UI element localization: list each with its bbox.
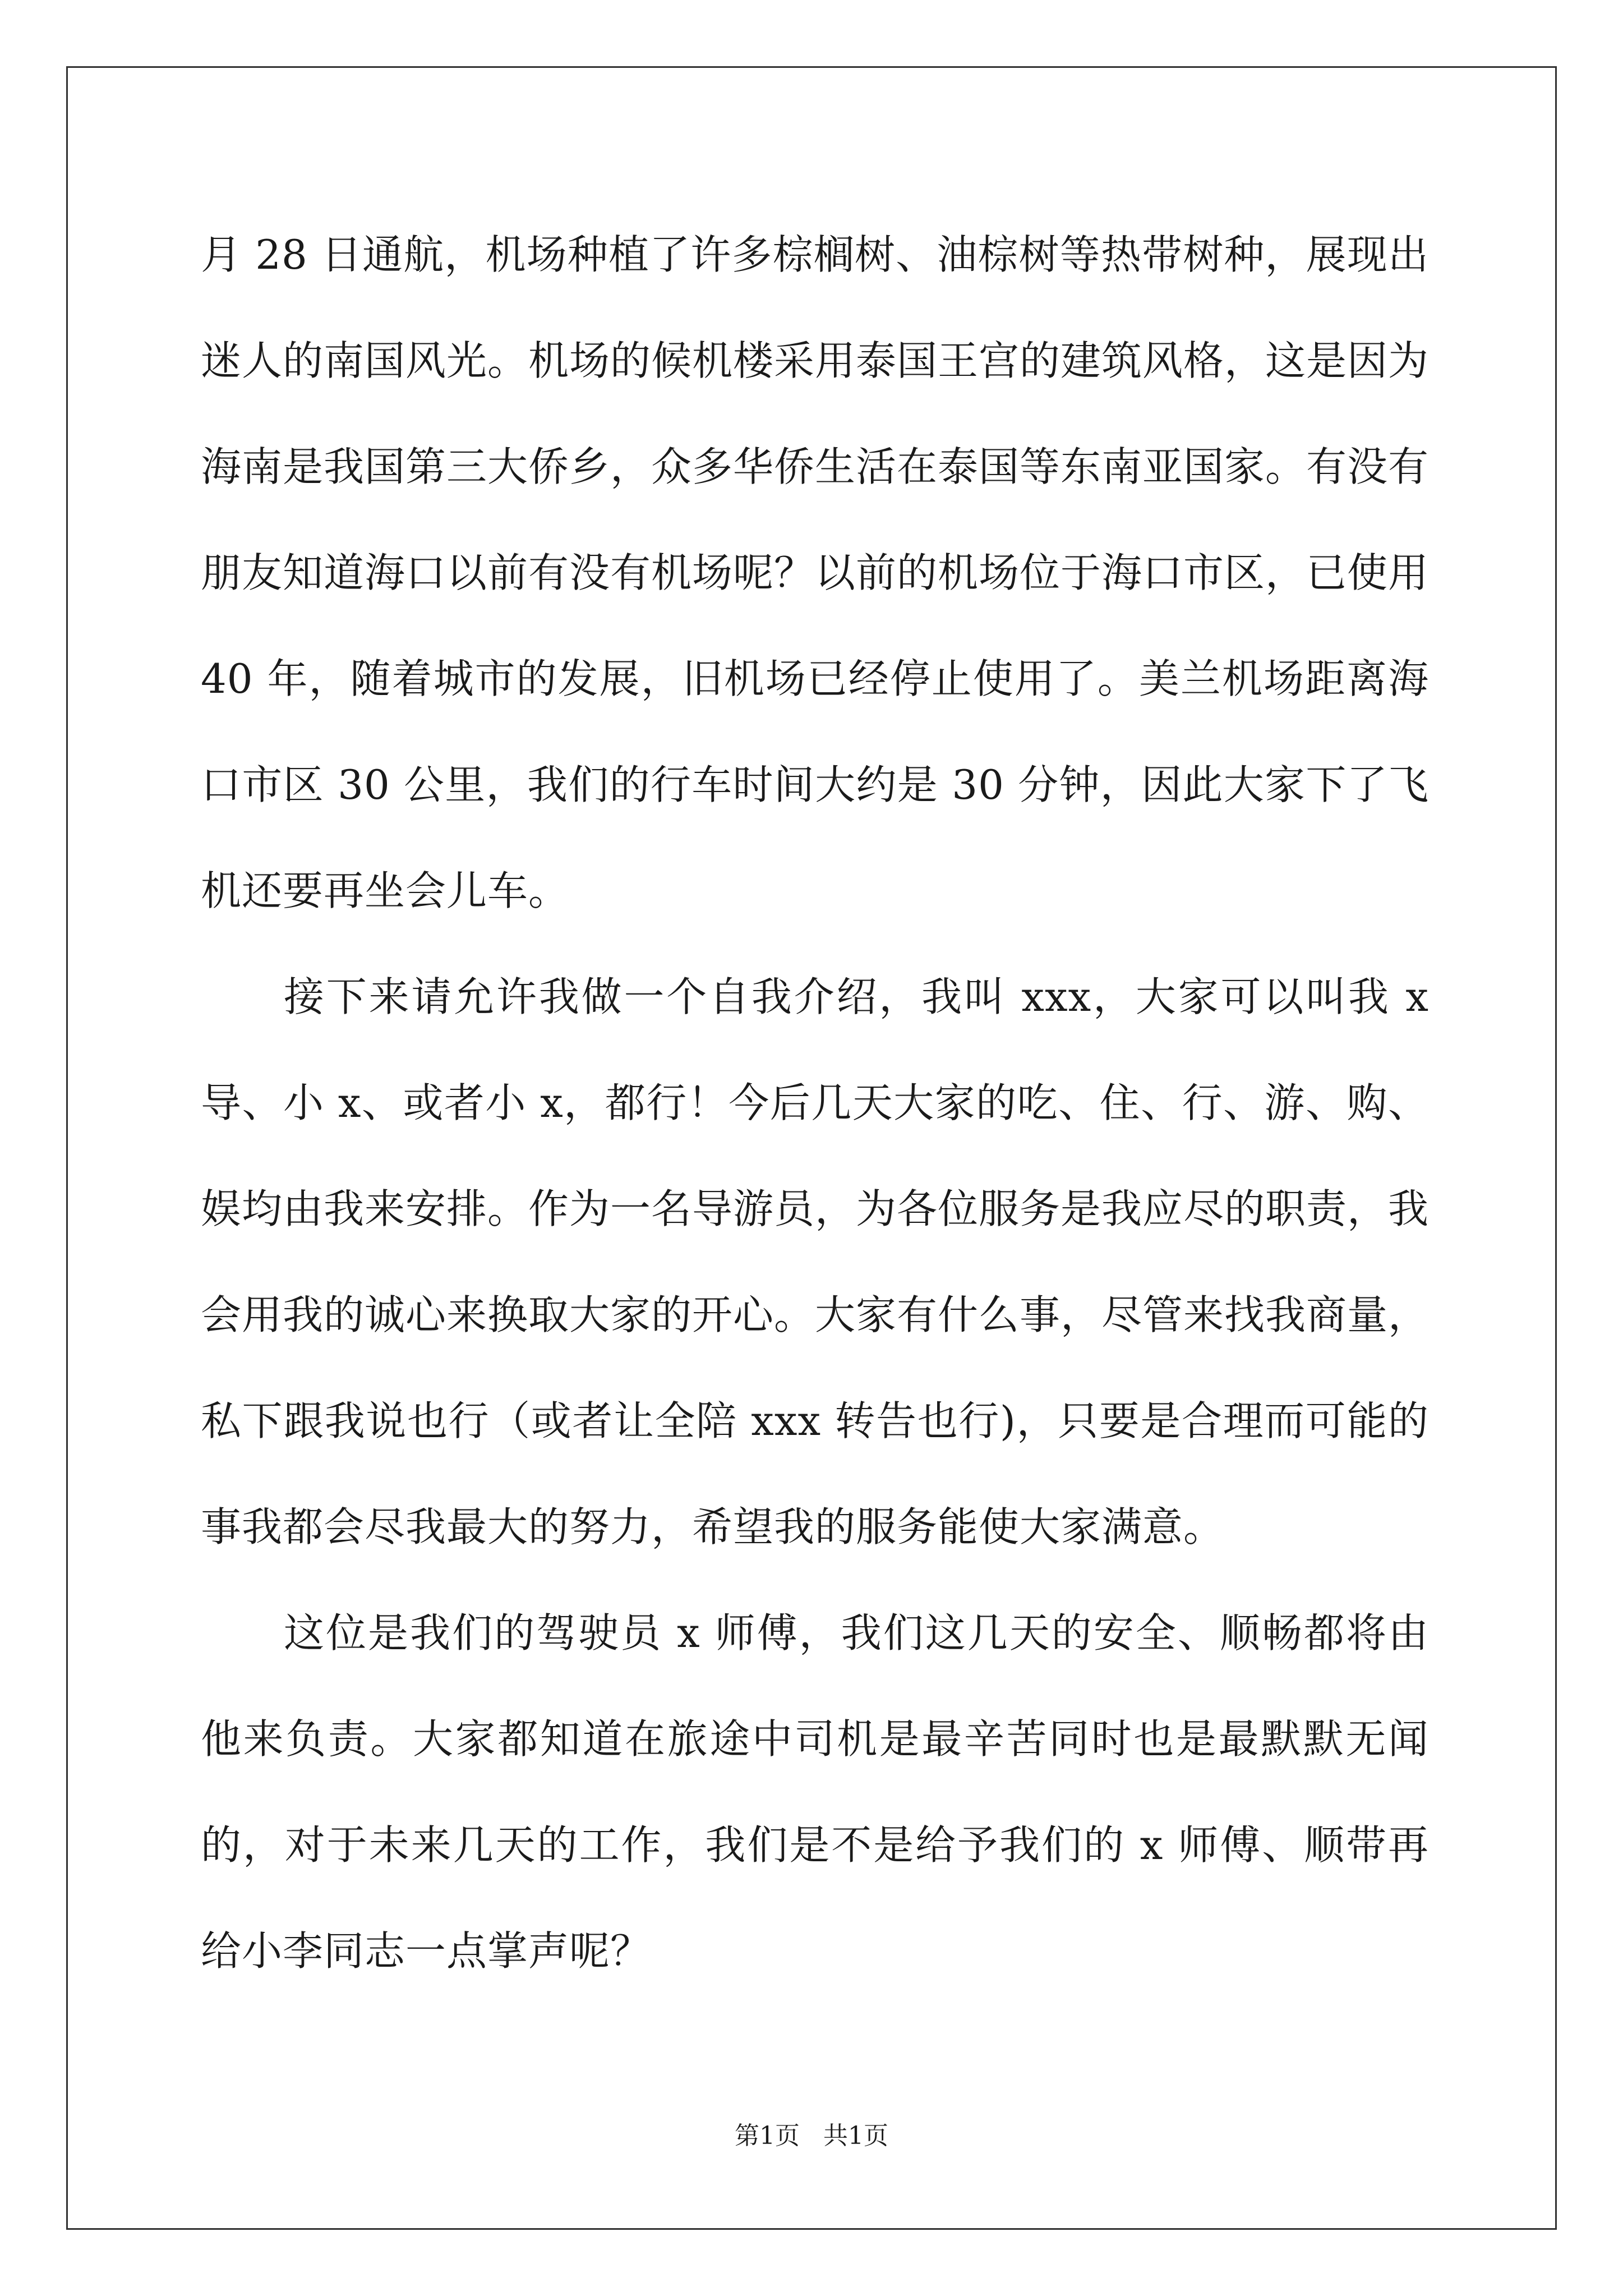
- page-footer: 第1页 共1页: [735, 2122, 888, 2150]
- paragraph-3: 这位是我们的驾驶员 x 师傅，我们这几天的安全、顺畅都将由他来负责。大家都知道在旅途中司机是最辛苦同时也是最默默无闻的，对于未来几天的工作，我们是不是给予我们的 x 师傅、顺带再给小李同志一点掌声呢？: [201, 1609, 1429, 1975]
- paragraph-2: 接下来请允许我做一个自我介绍，我叫 xxx，大家可以叫我 x 导、小 x、或者小 x，都行！今后几天大家的吃、住、行、游、购、娱均由我来安排。作为一名导游员，为各位服务是我应尽的职责，我会用我的诚心来换取大家的开心。大家有什么事，尽管来找我商量，私下跟我说也行（或者让全陪 xxx 转告也行)，只要是合理而可能的事我都会尽我最大的努力，希望我的服务能使大家满意。: [201, 973, 1430, 1550]
- paragraph-1: 月 28 日通航，机场种植了许多棕榈树、油棕树等热带树种，展现出迷人的南国风光。机场的候机楼采用泰国王宫的建筑风格，这是因为海南是我国第三大侨乡，众多华侨生活在泰国等东南亚国家。有没有朋友知道海口以前有没有机场呢？以前的机场位于海口市区，已使用 40 年，随着城市的发展，旧机场已经停止使用了。美兰机场距离海口市区 30 公里，我们的行车时间大约是 30 分钟，因此大家下了飞机还要再坐会儿车。: [201, 231, 1430, 914]
- document-body: [201, 202, 1429, 2004]
